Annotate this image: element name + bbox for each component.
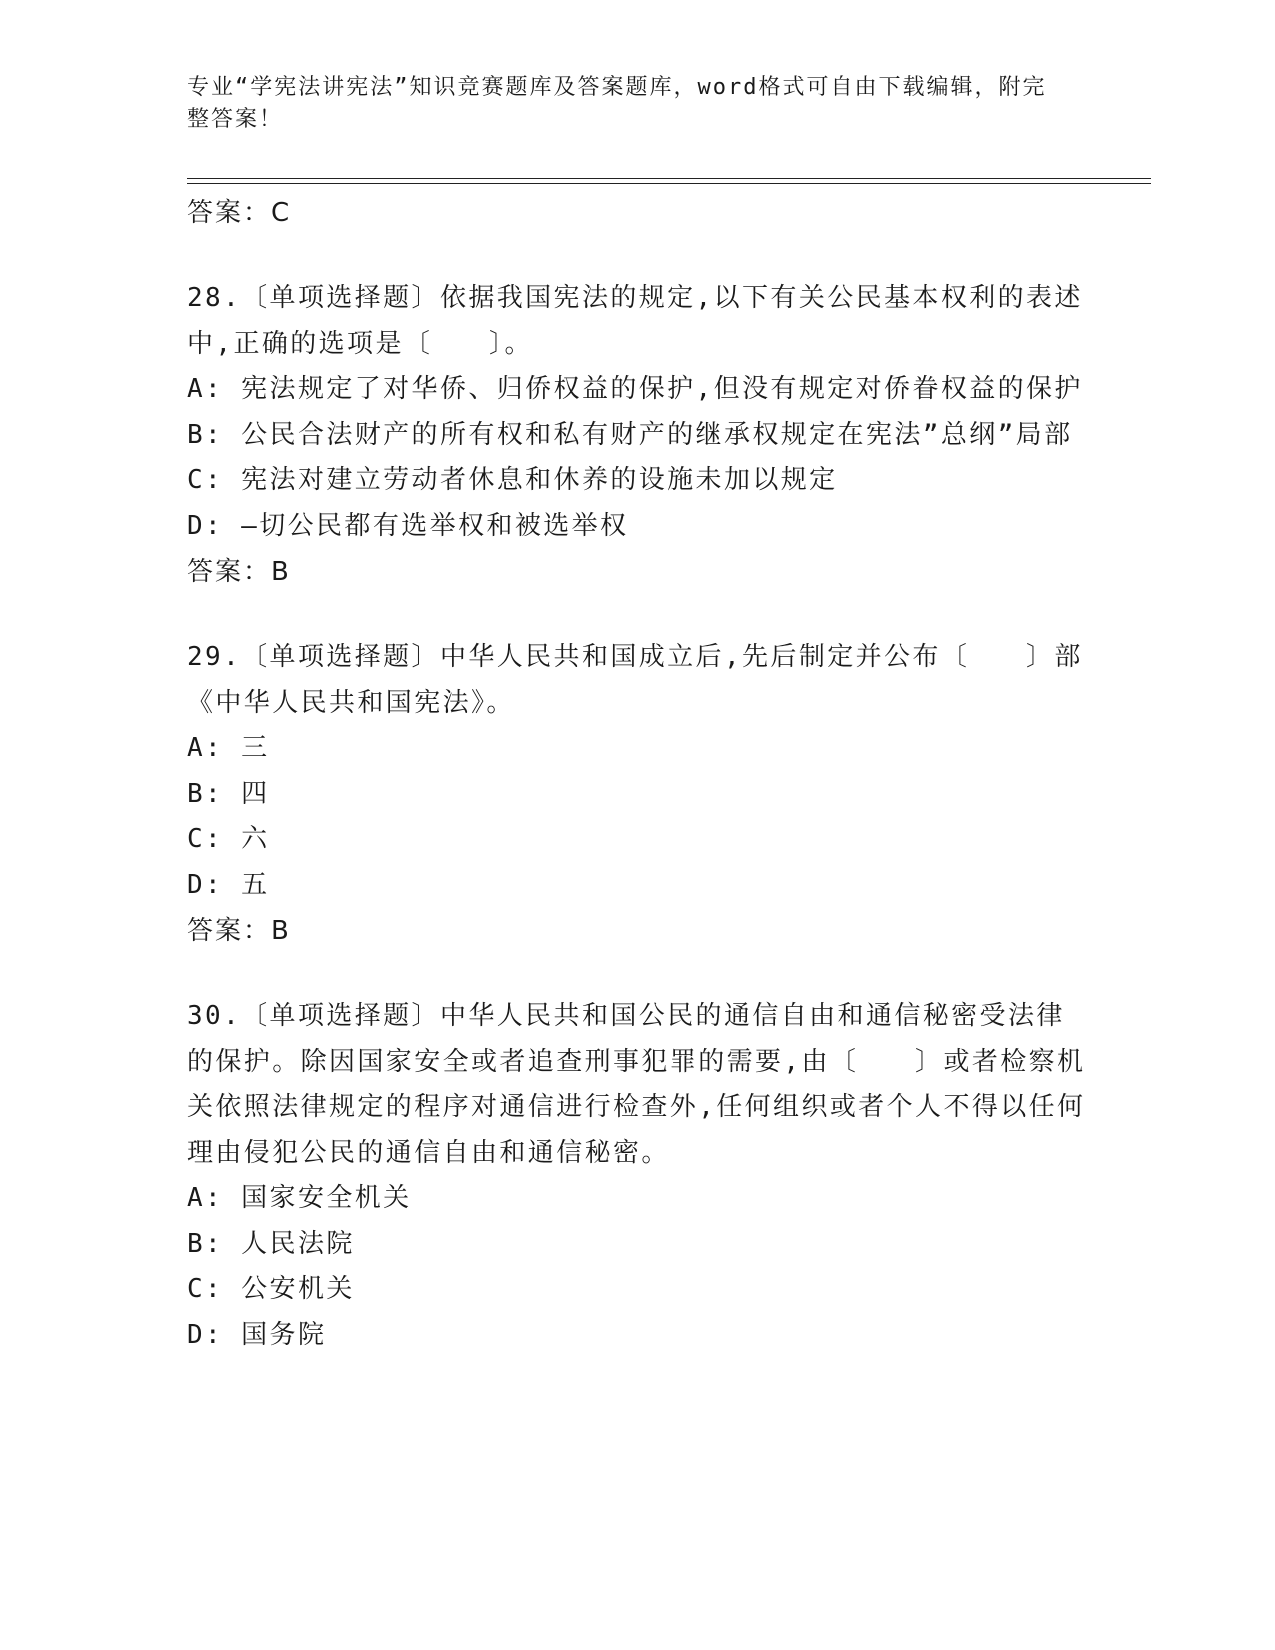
question-28 xyxy=(187,276,1087,595)
option-b: B: 四 xyxy=(187,778,270,809)
option-d: D: 国务院 xyxy=(187,1319,327,1350)
answer-29: 答案：B xyxy=(187,916,291,946)
header-divider xyxy=(187,178,1151,179)
question-text: 28.〔单项选择题〕依据我国宪法的规定,以下有关公民基本权利的表述中,正确的选项是〔 〕。 xyxy=(187,283,1083,359)
option-d: D: —切公民都有选举权和被选举权 xyxy=(187,510,629,541)
option-b: B: 人民法院 xyxy=(187,1228,355,1259)
answer-28: 答案：B xyxy=(187,557,291,587)
option-c: C: 六 xyxy=(187,824,270,854)
option-b: B: 公民合法财产的所有权和私有财产的继承权规定在宪法”总纲”局部 xyxy=(187,419,1073,450)
option-c: C: 宪法对建立劳动者休息和休养的设施未加以规定 xyxy=(187,465,838,495)
question-30 xyxy=(187,994,1087,1358)
document-body xyxy=(187,190,1087,1358)
header-text: 专业“学宪法讲宪法”知识竞赛题库及答案题库，word格式可自由下载编辑，附完整答案！ xyxy=(187,75,1047,132)
option-a: A: 国家安全机关 xyxy=(187,1183,412,1213)
question-text: 30.〔单项选择题〕中华人民共和国公民的通信自由和通信秘密受法律的保护。除因国家安全或者追查刑事犯罪的需要,由〔 〕或者检察机关依照法律规定的程序对通信进行检查外,任何组织或者个人不得以任何理由侵犯公民的通信自由和通信秘密。 xyxy=(187,1001,1086,1168)
option-d: D: 五 xyxy=(187,869,270,900)
option-a: A: 宪法规定了对华侨、归侨权益的保护,但没有规定对侨眷权益的保护 xyxy=(187,374,1083,404)
header-divider-double xyxy=(187,183,1151,184)
page-header xyxy=(187,72,1067,136)
question-29 xyxy=(187,635,1087,954)
answer-27: 答案：C xyxy=(187,198,292,228)
option-a: A: 三 xyxy=(187,733,270,763)
question-text: 29.〔单项选择题〕中华人民共和国成立后,先后制定并公布〔 〕部《中华人民共和国宪法》。 xyxy=(187,642,1083,718)
option-c: C: 公安机关 xyxy=(187,1274,355,1304)
